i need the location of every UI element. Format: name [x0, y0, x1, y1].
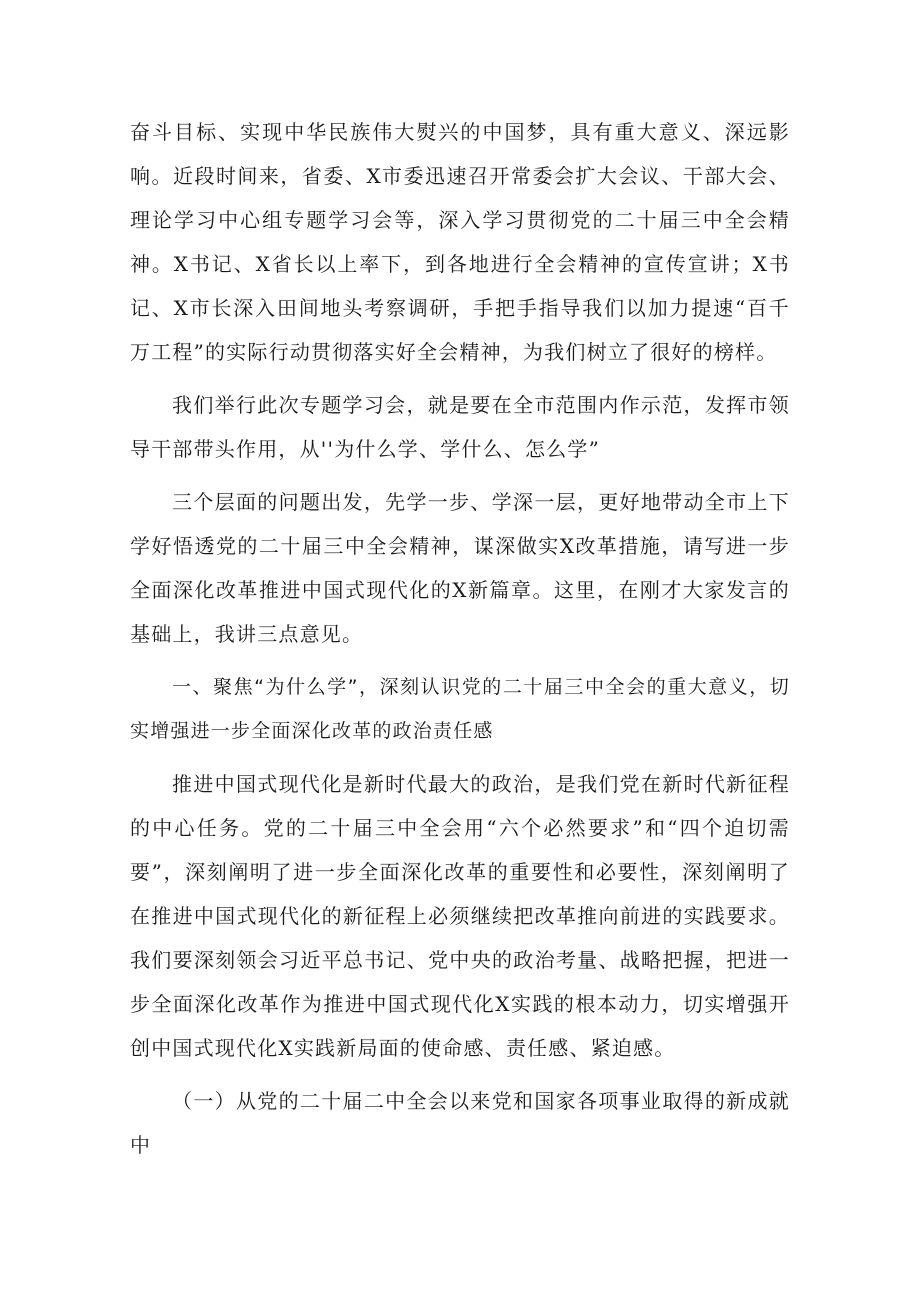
paragraph-three-levels: 三个层面的问题出发，先学一步、学深一层，更好地带动全市上下学好悟透党的二十届三中全会精神，谋深做实X改革措施，请写进一步全面深化改革推进中国式现代化的X新篇章。这里，在刚才大家发言的基础上，我讲三点意见。	[130, 490, 790, 646]
paragraph-study-session: 我们举行此次专题学习会，就是要在全市范围内作示范，发挥市领导干部带头作用，从''为什么学、学什么、怎么学”	[130, 393, 790, 461]
subsection-heading-1: （一）从党的二十届二中全会以来党和国家各项事业取得的新成就中	[130, 1089, 790, 1157]
paragraph-continuation: 奋斗目标、实现中华民族伟大熨兴的中国梦，具有重大意义、深远影响。近段时间来，省委、X市委迅速召开常委会扩大会议、干部大会、理论学习中心组专题学习会等，深入学习贯彻党的二十届三中全会精神。X书记、X省长以上率下，到各地进行全会精神的宣传宣讲；X书记、X市长深入田间地头考察调研，手把手指导我们以加力提速“百千万工程”的实际行动贯彻落实好全会精神，为我们树立了很好的榜样。	[130, 120, 790, 364]
paragraph-modernization: 推进中国式现代化是新时代最大的政治，是我们党在新时代新征程的中心任务。党的二十届三中全会用“六个必然要求”和“四个迫切需要”，深刻阐明了进一步全面深化改革的重要性和必要性，深刻阐明了在推进中国式现代化的新征程上必须继续把改革推向前进的实践要求。我们要深刻领会习近平总书记、党中央的政治考量、战略把握，把进一步全面深化改革作为推进中国式现代化X实践的根本动力，切实增强开创中国式现代化X实践新局面的使命感、责任感、紧迫感。	[130, 772, 790, 1060]
section-heading-1: 一、聚焦“为什么学”，深刻认识党的二十届三中全会的重大意义，切实增强进一步全面深化改革的政治责任感	[130, 676, 790, 742]
document-body	[130, 110, 790, 1167]
